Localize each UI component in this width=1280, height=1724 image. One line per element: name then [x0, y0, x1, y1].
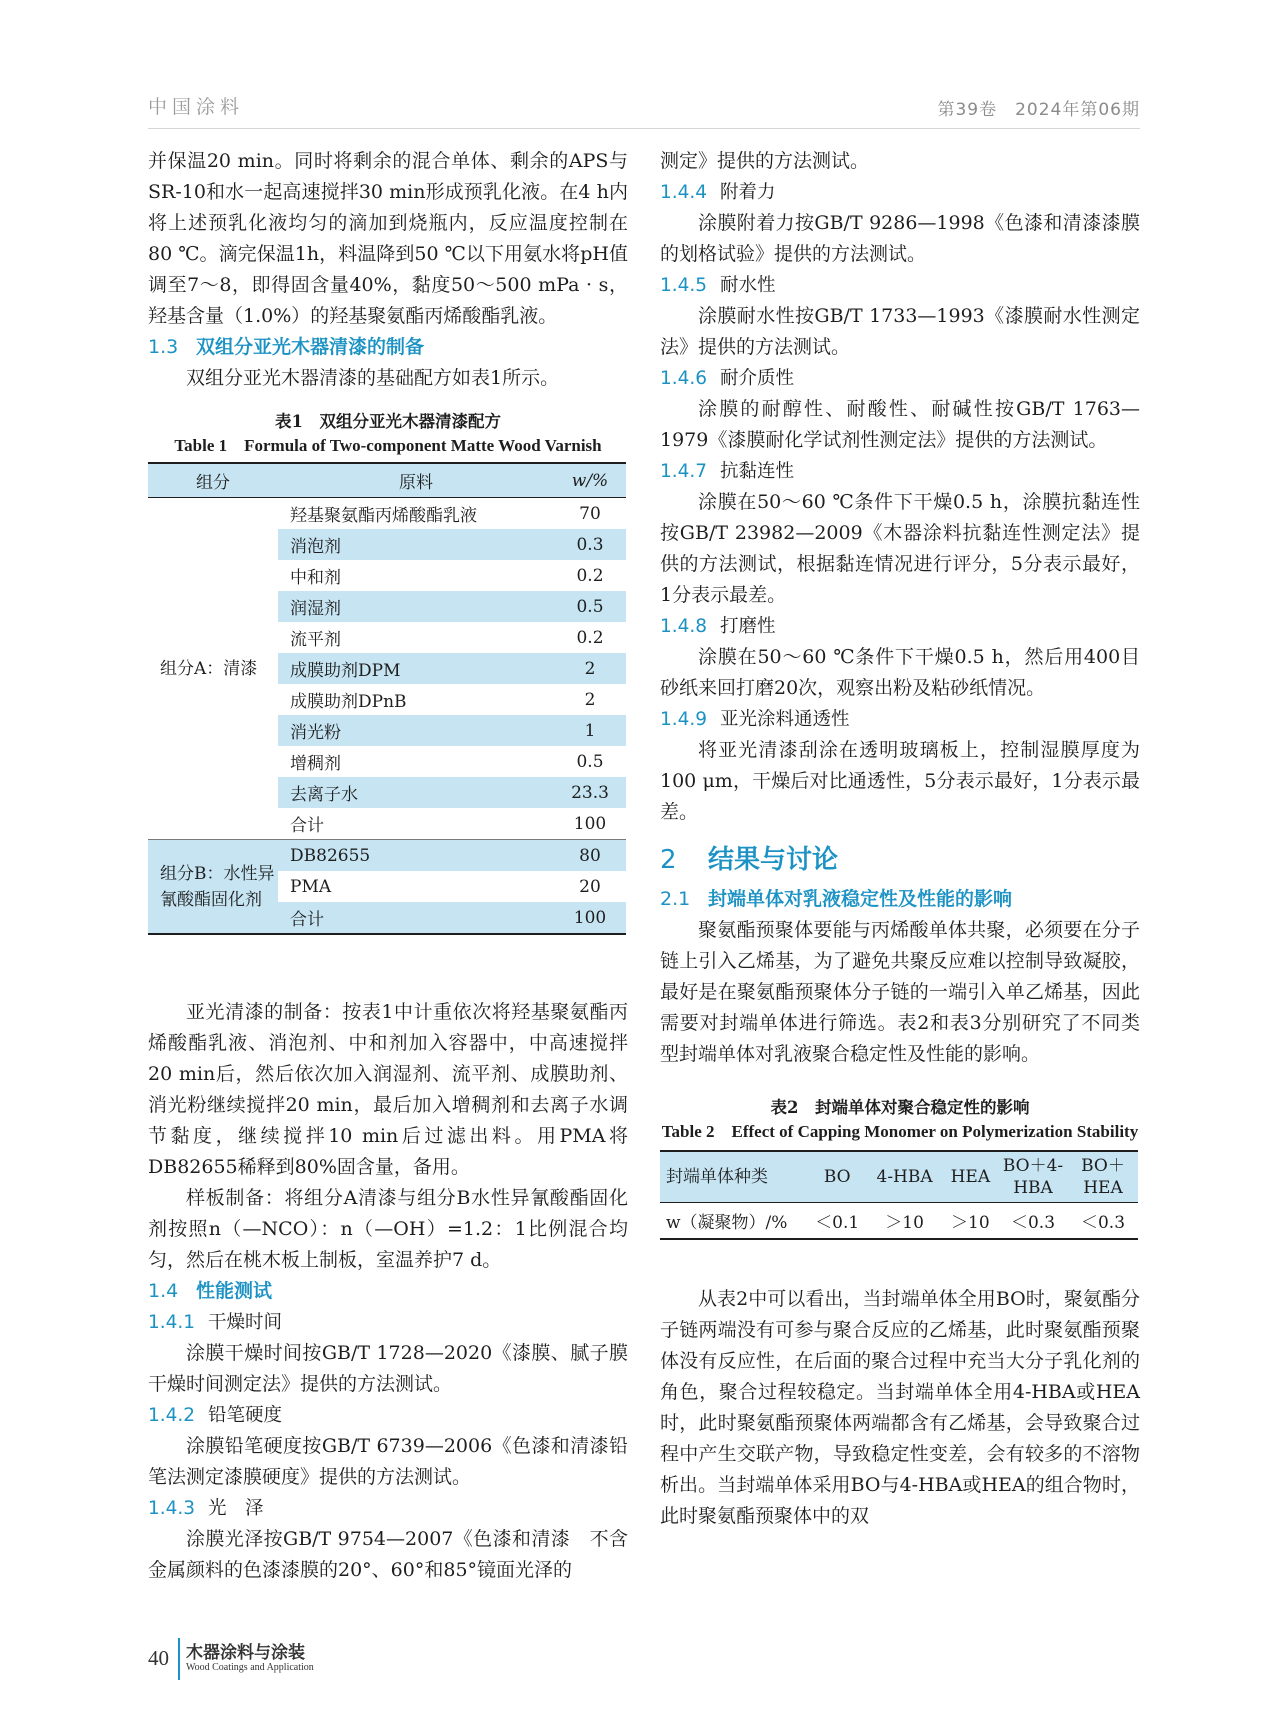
table-cell: PMA — [290, 876, 332, 897]
section-number: 1.4.8 — [660, 616, 708, 637]
table-cell: DB82655 — [278, 840, 554, 872]
section-1-4-1-heading — [148, 1307, 628, 1338]
section-number: 1.4.2 — [148, 1405, 196, 1426]
table-cell: ＞10 — [866, 1203, 942, 1240]
section-title: 铅笔硬度 — [208, 1405, 283, 1426]
table-cell: 0.3 — [554, 529, 626, 560]
journal-name: 中国涂料 — [148, 96, 245, 118]
table-cell: 1 — [554, 715, 626, 746]
section-2-heading — [660, 840, 1140, 880]
section-title: 附着力 — [720, 182, 776, 203]
table-cell: 20 — [579, 876, 601, 897]
section-title: 结果与讨论 — [708, 845, 839, 875]
table-cell: 合计 — [290, 816, 324, 836]
right-column — [660, 146, 1140, 1532]
section-1-4-2-heading — [148, 1400, 628, 1431]
table-cell: 0.2 — [576, 565, 604, 586]
section-1-4-3-heading — [148, 1493, 628, 1524]
section-number: 1.4.4 — [660, 182, 708, 203]
paragraph-1-4-6: 涂膜的耐醇性、耐酸性、耐碱性按GB/T 1763—1979《漆膜耐化学试剂性测定法》提供的方法测试。 — [660, 398, 1140, 451]
section-title: 封端单体对乳液稳定性及性能的影响 — [708, 888, 1013, 910]
table-cell: ＜0.1 — [808, 1203, 866, 1240]
section-1-4-6-heading — [660, 363, 1140, 394]
table1-caption-cn: 表1 双组分亚光木器清漆配方 — [275, 412, 501, 431]
table-cell: 0.5 — [576, 751, 604, 772]
table2-header: BO — [808, 1151, 866, 1203]
table-cell: 增稠剂 — [290, 754, 341, 774]
table-cell: w（凝聚物）/% — [660, 1203, 808, 1240]
table-cell: ＜0.3 — [1068, 1203, 1138, 1240]
paragraph-1-4-7: 涂膜在50～60 ℃条件下干燥0.5 h，涂膜抗黏连性按GB/T 23982—2009《木器涂料抗黏连性测定法》提供的方法测试，根据黏连情况进行评分，5分表示最好，1分表示最差。 — [660, 491, 1140, 606]
paragraph-1-3: 双组分亚光木器清漆的基础配方如表1所示。 — [186, 367, 560, 389]
table2-header: BO＋HEA — [1068, 1151, 1138, 1203]
section-title: 干燥时间 — [208, 1312, 283, 1333]
table-cell: 0.5 — [554, 591, 626, 622]
section-number: 2 — [660, 845, 677, 875]
paragraph-1-4-2: 涂膜铅笔硬度按GB/T 6739—2006《色漆和清漆铅笔法测定漆膜硬度》提供的方法测试。 — [148, 1435, 628, 1488]
page-number: 40 — [148, 1646, 169, 1670]
left-column — [148, 146, 628, 1586]
paragraph-1-4-3: 涂膜光泽按GB/T 9754—2007《色漆和清漆 不含金属颜料的色漆漆膜的20°、60°和85°镜面光泽的 — [148, 1528, 628, 1581]
table-cell: 2 — [554, 653, 626, 684]
issue-info: 第39卷 2024年第06期 — [937, 100, 1140, 120]
section-title: 耐介质性 — [720, 368, 795, 389]
section-number: 1.3 — [148, 336, 179, 358]
paragraph-intro: 并保温20 min。同时将剩余的混合单体、剩余的APS与SR-10和水一起高速搅拌30 min形成预乳化液。在4 h内将上述预乳化液均匀的滴加到烧瓶内，反应温度控制在80 ℃。滴完保温1h，料温降到50 ℃以下用氨水将pH值调至7～8，即得固含量40%，黏度50～500 mPa · s，羟基含量（1.0%）的羟基聚氨酯丙烯酸酯乳液。 — [148, 150, 628, 327]
paragraph-2-1: 聚氨酯预聚体要能与丙烯酸单体共聚，必须要在分子链上引入乙烯基，为了避免共聚反应难以控制导致凝胶，最好是在聚氨酯预聚体分子链的一端引入单乙烯基，因此需要对封端单体进行筛选。表2和表3分别研究了不同类型封端单体对乳液聚合稳定性及性能的影响。 — [660, 919, 1140, 1065]
footer-journal-title: 木器涂料与涂装 — [186, 1643, 305, 1663]
table1-header-material: 原料 — [278, 463, 554, 498]
table-cell: 成膜助剂DPnB — [290, 692, 407, 712]
paragraph-1-4-8: 涂膜在50～60 ℃条件下干燥0.5 h，然后用400目砂纸来回打磨20次，观察出粉及粘砂纸情况。 — [660, 646, 1140, 699]
table-cell: ＞10 — [943, 1203, 998, 1240]
section-1-4-4-heading — [660, 177, 1140, 208]
table1-header-group: 组分 — [148, 463, 278, 498]
section-1-4-8-heading — [660, 611, 1140, 642]
section-title: 光 泽 — [208, 1498, 264, 1519]
section-1-4-heading — [148, 1276, 628, 1307]
section-2-1-heading — [660, 884, 1140, 915]
section-number: 1.4.9 — [660, 709, 708, 730]
table1-group-b: 组分B：水性异氰酸酯固化剂 — [148, 840, 278, 935]
paragraph-1-4-9: 将亚光清漆刮涂在透明玻璃板上，控制湿膜厚度为100 μm，干燥后对比通透性，5分表示最好，1分表示最差。 — [660, 739, 1140, 823]
table-cell: 成膜助剂DPM — [278, 653, 554, 684]
section-title: 双组分亚光木器清漆的制备 — [196, 336, 425, 358]
section-number: 1.4.1 — [148, 1312, 196, 1333]
table2-caption-en: Table 2 Effect of Capping Monomer on Polymerization Stability — [661, 1122, 1139, 1141]
table-cell: 润湿剂 — [278, 591, 554, 622]
table1 — [148, 462, 626, 935]
section-number: 1.4.5 — [660, 275, 708, 296]
table1-group-a: 组分A：清漆 — [160, 658, 258, 679]
paragraph-1-4-5: 涂膜耐水性按GB/T 1733—1993《漆膜耐水性测定法》提供的方法测试。 — [660, 305, 1140, 358]
section-1-3-heading — [148, 332, 628, 363]
table-cell: 100 — [554, 902, 626, 934]
table1-caption-en: Table 1 Formula of Two-component Matte Wood Varnish — [174, 436, 602, 455]
section-title: 亚光涂料通透性 — [720, 709, 850, 730]
paragraph-sample-prep: 样板制备：将组分A清漆与组分B水性异氰酸酯固化剂按照n（—NCO）：n（—OH）=1.2：1比例混合均匀，然后在桃木板上制板，室温养护7 d。 — [148, 1187, 628, 1271]
paragraph-1-4-4: 涂膜附着力按GB/T 9286—1998《色漆和清漆漆膜的划格试验》提供的方法测试。 — [660, 212, 1140, 265]
table-cell: 去离子水 — [278, 777, 554, 808]
table-cell: ＜0.3 — [998, 1203, 1068, 1240]
section-title: 打磨性 — [720, 616, 776, 637]
table2-header: HEA — [943, 1151, 998, 1203]
table-cell: 中和剂 — [290, 568, 341, 588]
table2-caption-cn: 表2 封端单体对聚合稳定性的影响 — [770, 1098, 1030, 1117]
section-title: 耐水性 — [720, 275, 776, 296]
table2-header: 封端单体种类 — [660, 1151, 808, 1203]
section-1-4-5-heading — [660, 270, 1140, 301]
table-cell: 0.2 — [576, 627, 604, 648]
section-number: 2.1 — [660, 888, 691, 910]
header-divider — [148, 128, 1140, 129]
table-cell: 2 — [584, 689, 596, 710]
table2-header: BO＋4-HBA — [998, 1151, 1068, 1203]
paragraph-varnish-prep: 亚光清漆的制备：按表1中计重依次将羟基聚氨酯丙烯酸酯乳液、消泡剂、中和剂加入容器中，中高速搅拌20 min后，然后依次加入润湿剂、流平剂、成膜助剂、消光粉继续搅拌20 min，最后加入增稠剂和去离子水调节黏度，继续搅拌10 min后过滤出料。用PMA将DB82655稀释到80%固含量，备用。 — [148, 1001, 628, 1178]
section-number: 1.4.3 — [148, 1498, 196, 1519]
paragraph-1-4-1: 涂膜干燥时间按GB/T 1728—2020《漆膜、腻子膜干燥时间测定法》提供的方法测试。 — [148, 1342, 628, 1395]
paragraph-table2-discussion: 从表2中可以看出，当封端单体全用BO时，聚氨酯分子链两端没有可参与聚合反应的乙烯基，此时聚氨酯预聚体没有反应性，在后面的聚合过程中充当大分子乳化剂的角色，聚合过程较稳定。当封端单体全用4-HBA或HEA时，此时聚氨酯预聚体两端都含有乙烯基，会导致聚合过程中产生交联产物，导致稳定性变差，会有较多的不溶物析出。当封端单体采用BO与4-HBA或HEA的组合物时，此时聚氨酯预聚体中的双 — [660, 1288, 1140, 1527]
table-cell: 合计 — [278, 902, 554, 934]
table-cell: 羟基聚氨酯丙烯酸酯乳液 — [290, 506, 477, 526]
table2-header: 4-HBA — [866, 1151, 942, 1203]
section-1-4-7-heading — [660, 456, 1140, 487]
table2 — [660, 1150, 1138, 1240]
table-cell: 流平剂 — [290, 630, 341, 650]
section-number: 1.4.6 — [660, 368, 708, 389]
section-number: 1.4 — [148, 1280, 179, 1302]
table-cell: 23.3 — [554, 777, 626, 808]
table-cell: 消光粉 — [278, 715, 554, 746]
table-cell: 80 — [554, 840, 626, 872]
footer-journal-subtitle: Wood Coatings and Application — [186, 1662, 314, 1673]
paragraph-continued: 测定》提供的方法测试。 — [660, 150, 870, 172]
section-title: 抗黏连性 — [720, 461, 795, 482]
footer-divider — [178, 1638, 180, 1680]
table1-header-w: w/% — [554, 463, 626, 498]
table-cell: 消泡剂 — [278, 529, 554, 560]
section-number: 1.4.7 — [660, 461, 708, 482]
section-1-4-9-heading — [660, 704, 1140, 735]
section-title: 性能测试 — [196, 1280, 273, 1302]
table-cell: 100 — [573, 813, 607, 834]
table-cell: 70 — [579, 503, 601, 524]
